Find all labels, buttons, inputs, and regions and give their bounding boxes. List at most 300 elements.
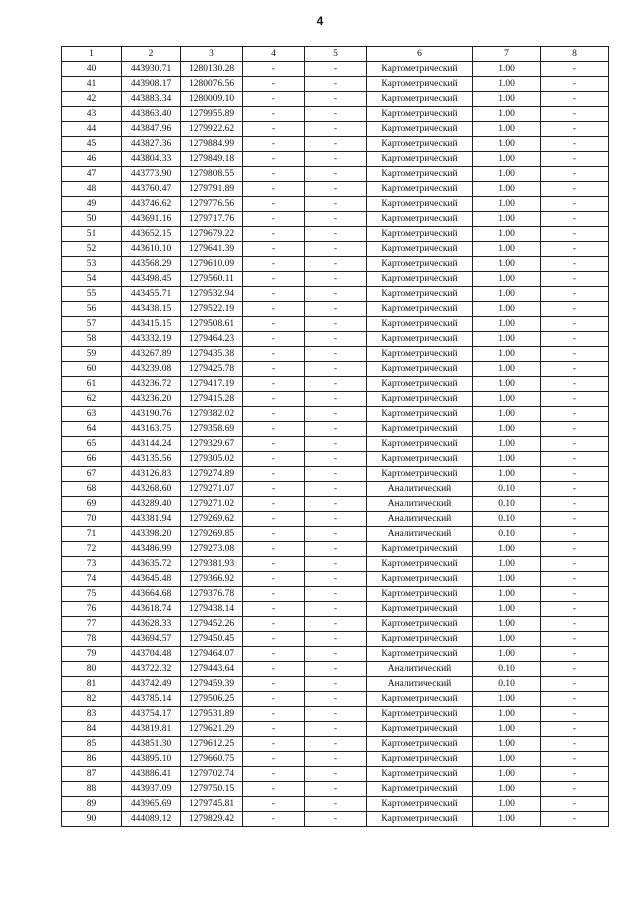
table-row [62, 617, 609, 632]
point-number-cell: 67 [62, 467, 122, 482]
y-coordinate-cell: 1279884.99 [181, 137, 243, 152]
point-number-cell: 43 [62, 107, 122, 122]
accuracy-cell: 1.00 [473, 437, 541, 452]
x-coordinate-cell: 443754.17 [122, 707, 181, 722]
col4-cell: - [243, 677, 305, 692]
method-cell: Картометрический [367, 392, 473, 407]
table-row [62, 572, 609, 587]
table-row [62, 287, 609, 302]
accuracy-cell: 1.00 [473, 167, 541, 182]
table-row [62, 512, 609, 527]
point-number-cell: 59 [62, 347, 122, 362]
col5-cell: - [305, 497, 367, 512]
accuracy-cell: 1.00 [473, 647, 541, 662]
point-number-cell: 72 [62, 542, 122, 557]
method-cell: Аналитический [367, 527, 473, 542]
method-cell: Картометрический [367, 362, 473, 377]
accuracy-cell: 1.00 [473, 617, 541, 632]
table-row [62, 122, 609, 137]
accuracy-cell: 1.00 [473, 782, 541, 797]
accuracy-cell: 1.00 [473, 542, 541, 557]
col8-cell: - [541, 647, 609, 662]
accuracy-cell: 1.00 [473, 107, 541, 122]
y-coordinate-cell: 1279271.02 [181, 497, 243, 512]
y-coordinate-cell: 1279522.19 [181, 302, 243, 317]
col5-cell: - [305, 512, 367, 527]
col5-cell: - [305, 467, 367, 482]
x-coordinate-cell: 443746.62 [122, 197, 181, 212]
x-coordinate-cell: 443415.15 [122, 317, 181, 332]
col4-cell: - [243, 302, 305, 317]
col4-cell: - [243, 362, 305, 377]
point-number-cell: 45 [62, 137, 122, 152]
table-row [62, 647, 609, 662]
x-coordinate-cell: 443610.10 [122, 242, 181, 257]
accuracy-cell: 1.00 [473, 452, 541, 467]
point-number-cell: 58 [62, 332, 122, 347]
x-coordinate-cell: 443239.08 [122, 362, 181, 377]
table-header-row [62, 47, 609, 62]
accuracy-cell: 1.00 [473, 197, 541, 212]
col4-cell: - [243, 392, 305, 407]
accuracy-cell: 1.00 [473, 212, 541, 227]
col5-cell: - [305, 287, 367, 302]
col5-cell: - [305, 752, 367, 767]
point-number-cell: 47 [62, 167, 122, 182]
x-coordinate-cell: 443144.24 [122, 437, 181, 452]
table-row [62, 527, 609, 542]
point-number-cell: 89 [62, 797, 122, 812]
x-coordinate-cell: 443635.72 [122, 557, 181, 572]
accuracy-cell: 1.00 [473, 722, 541, 737]
accuracy-cell: 1.00 [473, 557, 541, 572]
accuracy-cell: 1.00 [473, 707, 541, 722]
table-row [62, 767, 609, 782]
col8-cell: - [541, 272, 609, 287]
method-cell: Картометрический [367, 332, 473, 347]
col5-cell: - [305, 167, 367, 182]
col8-cell: - [541, 212, 609, 227]
accuracy-cell: 0.10 [473, 497, 541, 512]
accuracy-cell: 1.00 [473, 767, 541, 782]
point-number-cell: 70 [62, 512, 122, 527]
y-coordinate-cell: 1279358.69 [181, 422, 243, 437]
table-row [62, 227, 609, 242]
y-coordinate-cell: 1280130.28 [181, 62, 243, 77]
y-coordinate-cell: 1279702.74 [181, 767, 243, 782]
method-cell: Картометрический [367, 617, 473, 632]
method-cell: Картометрический [367, 797, 473, 812]
x-coordinate-cell: 443126.83 [122, 467, 181, 482]
method-cell: Картометрический [367, 452, 473, 467]
col5-cell: - [305, 452, 367, 467]
x-coordinate-cell: 443652.15 [122, 227, 181, 242]
col8-cell: - [541, 317, 609, 332]
coordinates-table [61, 46, 609, 827]
x-coordinate-cell: 443847.96 [122, 122, 181, 137]
x-coordinate-cell: 443937.09 [122, 782, 181, 797]
point-number-cell: 76 [62, 602, 122, 617]
method-cell: Картометрический [367, 467, 473, 482]
point-number-cell: 79 [62, 647, 122, 662]
col8-cell: - [541, 572, 609, 587]
point-number-cell: 60 [62, 362, 122, 377]
x-coordinate-cell: 443827.36 [122, 137, 181, 152]
method-cell: Картометрический [367, 632, 473, 647]
point-number-cell: 62 [62, 392, 122, 407]
col4-cell: - [243, 242, 305, 257]
col8-cell: - [541, 602, 609, 617]
y-coordinate-cell: 1279679.22 [181, 227, 243, 242]
col8-cell: - [541, 497, 609, 512]
table-row [62, 587, 609, 602]
col8-cell: - [541, 287, 609, 302]
accuracy-cell: 1.00 [473, 377, 541, 392]
y-coordinate-cell: 1279438.14 [181, 602, 243, 617]
col8-cell: - [541, 227, 609, 242]
col4-cell: - [243, 722, 305, 737]
method-cell: Картометрический [367, 302, 473, 317]
point-number-cell: 63 [62, 407, 122, 422]
col4-cell: - [243, 92, 305, 107]
x-coordinate-cell: 443381.94 [122, 512, 181, 527]
col8-cell: - [541, 407, 609, 422]
col5-cell: - [305, 152, 367, 167]
col5-cell: - [305, 722, 367, 737]
col5-cell: - [305, 587, 367, 602]
col5-cell: - [305, 272, 367, 287]
point-number-cell: 81 [62, 677, 122, 692]
method-cell: Картометрический [367, 737, 473, 752]
col5-cell: - [305, 677, 367, 692]
point-number-cell: 78 [62, 632, 122, 647]
table-row [62, 677, 609, 692]
point-number-cell: 82 [62, 692, 122, 707]
method-cell: Картометрический [367, 557, 473, 572]
page-number: 4 [316, 14, 324, 28]
y-coordinate-cell: 1279922.62 [181, 122, 243, 137]
y-coordinate-cell: 1279459.39 [181, 677, 243, 692]
accuracy-cell: 1.00 [473, 317, 541, 332]
col5-cell: - [305, 212, 367, 227]
table-row [62, 452, 609, 467]
point-number-cell: 87 [62, 767, 122, 782]
y-coordinate-cell: 1279464.07 [181, 647, 243, 662]
col4-cell: - [243, 287, 305, 302]
method-cell: Картометрический [367, 587, 473, 602]
x-coordinate-cell: 443498.45 [122, 272, 181, 287]
col8-cell: - [541, 77, 609, 92]
col8-cell: - [541, 92, 609, 107]
x-coordinate-cell: 443645.48 [122, 572, 181, 587]
method-cell: Аналитический [367, 512, 473, 527]
accuracy-cell: 1.00 [473, 77, 541, 92]
table-row [62, 332, 609, 347]
method-cell: Аналитический [367, 662, 473, 677]
col5-cell: - [305, 227, 367, 242]
col8-cell: - [541, 722, 609, 737]
x-coordinate-cell: 443965.69 [122, 797, 181, 812]
table-row [62, 212, 609, 227]
method-cell: Картометрический [367, 272, 473, 287]
col8-cell: - [541, 662, 609, 677]
col8-cell: - [541, 812, 609, 827]
table-row [62, 467, 609, 482]
method-cell: Картометрический [367, 107, 473, 122]
table-row [62, 377, 609, 392]
col4-cell: - [243, 737, 305, 752]
col8-cell: - [541, 137, 609, 152]
col8-cell: - [541, 167, 609, 182]
table-row [62, 392, 609, 407]
x-coordinate-cell: 443773.90 [122, 167, 181, 182]
y-coordinate-cell: 1279450.45 [181, 632, 243, 647]
col4-cell: - [243, 497, 305, 512]
accuracy-cell: 1.00 [473, 632, 541, 647]
col4-cell: - [243, 617, 305, 632]
point-number-cell: 66 [62, 452, 122, 467]
table-row [62, 782, 609, 797]
point-number-cell: 90 [62, 812, 122, 827]
table-row [62, 242, 609, 257]
method-cell: Картометрический [367, 602, 473, 617]
col4-cell: - [243, 62, 305, 77]
table-row [62, 317, 609, 332]
col5-cell: - [305, 137, 367, 152]
col8-cell: - [541, 797, 609, 812]
table-row [62, 692, 609, 707]
y-coordinate-cell: 1279382.02 [181, 407, 243, 422]
point-number-cell: 41 [62, 77, 122, 92]
point-number-cell: 85 [62, 737, 122, 752]
y-coordinate-cell: 1279366.92 [181, 572, 243, 587]
col8-cell: - [541, 257, 609, 272]
y-coordinate-cell: 1279612.25 [181, 737, 243, 752]
col5-cell: - [305, 767, 367, 782]
table-row [62, 812, 609, 827]
y-coordinate-cell: 1279269.62 [181, 512, 243, 527]
point-number-cell: 49 [62, 197, 122, 212]
col5-cell: - [305, 197, 367, 212]
col4-cell: - [243, 197, 305, 212]
table-row [62, 437, 609, 452]
col4-cell: - [243, 602, 305, 617]
method-cell: Картометрический [367, 317, 473, 332]
table-row [62, 407, 609, 422]
col4-cell: - [243, 572, 305, 587]
column-header: 8 [541, 47, 609, 62]
column-header: 7 [473, 47, 541, 62]
x-coordinate-cell: 443760.47 [122, 182, 181, 197]
table-row [62, 77, 609, 92]
col8-cell: - [541, 437, 609, 452]
point-number-cell: 80 [62, 662, 122, 677]
table-row [62, 302, 609, 317]
col8-cell: - [541, 707, 609, 722]
col5-cell: - [305, 617, 367, 632]
col4-cell: - [243, 557, 305, 572]
col5-cell: - [305, 362, 367, 377]
col5-cell: - [305, 647, 367, 662]
y-coordinate-cell: 1279425.78 [181, 362, 243, 377]
point-number-cell: 71 [62, 527, 122, 542]
table-row [62, 62, 609, 77]
accuracy-cell: 1.00 [473, 797, 541, 812]
method-cell: Картометрический [367, 92, 473, 107]
col5-cell: - [305, 407, 367, 422]
y-coordinate-cell: 1279776.56 [181, 197, 243, 212]
col5-cell: - [305, 77, 367, 92]
method-cell: Картометрический [367, 377, 473, 392]
accuracy-cell: 1.00 [473, 227, 541, 242]
x-coordinate-cell: 443886.41 [122, 767, 181, 782]
point-number-cell: 64 [62, 422, 122, 437]
table-row [62, 182, 609, 197]
col5-cell: - [305, 182, 367, 197]
y-coordinate-cell: 1279750.15 [181, 782, 243, 797]
col4-cell: - [243, 332, 305, 347]
x-coordinate-cell: 443722.32 [122, 662, 181, 677]
y-coordinate-cell: 1279621.29 [181, 722, 243, 737]
col4-cell: - [243, 272, 305, 287]
accuracy-cell: 1.00 [473, 812, 541, 827]
point-number-cell: 65 [62, 437, 122, 452]
accuracy-cell: 1.00 [473, 257, 541, 272]
col4-cell: - [243, 662, 305, 677]
col5-cell: - [305, 257, 367, 272]
y-coordinate-cell: 1279269.85 [181, 527, 243, 542]
col4-cell: - [243, 167, 305, 182]
y-coordinate-cell: 1279717.76 [181, 212, 243, 227]
method-cell: Картометрический [367, 227, 473, 242]
x-coordinate-cell: 443704.48 [122, 647, 181, 662]
col5-cell: - [305, 707, 367, 722]
x-coordinate-cell: 443863.40 [122, 107, 181, 122]
accuracy-cell: 1.00 [473, 467, 541, 482]
table-row [62, 137, 609, 152]
x-coordinate-cell: 443568.29 [122, 257, 181, 272]
x-coordinate-cell: 443930.71 [122, 62, 181, 77]
col4-cell: - [243, 152, 305, 167]
y-coordinate-cell: 1279415.28 [181, 392, 243, 407]
col5-cell: - [305, 737, 367, 752]
method-cell: Картометрический [367, 542, 473, 557]
y-coordinate-cell: 1279532.94 [181, 287, 243, 302]
y-coordinate-cell: 1279660.75 [181, 752, 243, 767]
y-coordinate-cell: 1279417.19 [181, 377, 243, 392]
col4-cell: - [243, 407, 305, 422]
col4-cell: - [243, 77, 305, 92]
table-row [62, 482, 609, 497]
point-number-cell: 77 [62, 617, 122, 632]
col8-cell: - [541, 122, 609, 137]
col5-cell: - [305, 302, 367, 317]
y-coordinate-cell: 1279745.81 [181, 797, 243, 812]
method-cell: Картометрический [367, 722, 473, 737]
accuracy-cell: 1.00 [473, 332, 541, 347]
col5-cell: - [305, 557, 367, 572]
method-cell: Картометрический [367, 422, 473, 437]
point-number-cell: 83 [62, 707, 122, 722]
table-row [62, 107, 609, 122]
point-number-cell: 69 [62, 497, 122, 512]
col8-cell: - [541, 527, 609, 542]
col8-cell: - [541, 587, 609, 602]
x-coordinate-cell: 443908.17 [122, 77, 181, 92]
method-cell: Картометрический [367, 212, 473, 227]
y-coordinate-cell: 1279443.64 [181, 662, 243, 677]
table-row [62, 497, 609, 512]
column-header: 4 [243, 47, 305, 62]
x-coordinate-cell: 443236.20 [122, 392, 181, 407]
point-number-cell: 84 [62, 722, 122, 737]
accuracy-cell: 1.00 [473, 587, 541, 602]
col5-cell: - [305, 797, 367, 812]
col5-cell: - [305, 812, 367, 827]
accuracy-cell: 1.00 [473, 287, 541, 302]
col4-cell: - [243, 482, 305, 497]
col5-cell: - [305, 317, 367, 332]
x-coordinate-cell: 443819.81 [122, 722, 181, 737]
point-number-cell: 53 [62, 257, 122, 272]
table-body [62, 62, 609, 827]
method-cell: Картометрический [367, 152, 473, 167]
y-coordinate-cell: 1279560.11 [181, 272, 243, 287]
y-coordinate-cell: 1279464.23 [181, 332, 243, 347]
y-coordinate-cell: 1279808.55 [181, 167, 243, 182]
point-number-cell: 73 [62, 557, 122, 572]
table-row [62, 362, 609, 377]
col5-cell: - [305, 347, 367, 362]
accuracy-cell: 1.00 [473, 62, 541, 77]
point-number-cell: 48 [62, 182, 122, 197]
col8-cell: - [541, 347, 609, 362]
y-coordinate-cell: 1279305.02 [181, 452, 243, 467]
y-coordinate-cell: 1279641.39 [181, 242, 243, 257]
point-number-cell: 46 [62, 152, 122, 167]
col4-cell: - [243, 107, 305, 122]
table-row [62, 602, 609, 617]
col5-cell: - [305, 62, 367, 77]
point-number-cell: 55 [62, 287, 122, 302]
table-row [62, 422, 609, 437]
x-coordinate-cell: 443486.99 [122, 542, 181, 557]
x-coordinate-cell: 443135.56 [122, 452, 181, 467]
method-cell: Картометрический [367, 767, 473, 782]
col8-cell: - [541, 422, 609, 437]
col4-cell: - [243, 227, 305, 242]
col5-cell: - [305, 632, 367, 647]
col4-cell: - [243, 467, 305, 482]
col5-cell: - [305, 542, 367, 557]
col8-cell: - [541, 452, 609, 467]
method-cell: Картометрический [367, 62, 473, 77]
accuracy-cell: 1.00 [473, 302, 541, 317]
col8-cell: - [541, 767, 609, 782]
table-row [62, 167, 609, 182]
x-coordinate-cell: 443895.10 [122, 752, 181, 767]
point-number-cell: 40 [62, 62, 122, 77]
point-number-cell: 61 [62, 377, 122, 392]
col8-cell: - [541, 377, 609, 392]
y-coordinate-cell: 1279274.89 [181, 467, 243, 482]
col8-cell: - [541, 62, 609, 77]
col5-cell: - [305, 242, 367, 257]
x-coordinate-cell: 443785.14 [122, 692, 181, 707]
col4-cell: - [243, 377, 305, 392]
y-coordinate-cell: 1279452.26 [181, 617, 243, 632]
table-row [62, 197, 609, 212]
